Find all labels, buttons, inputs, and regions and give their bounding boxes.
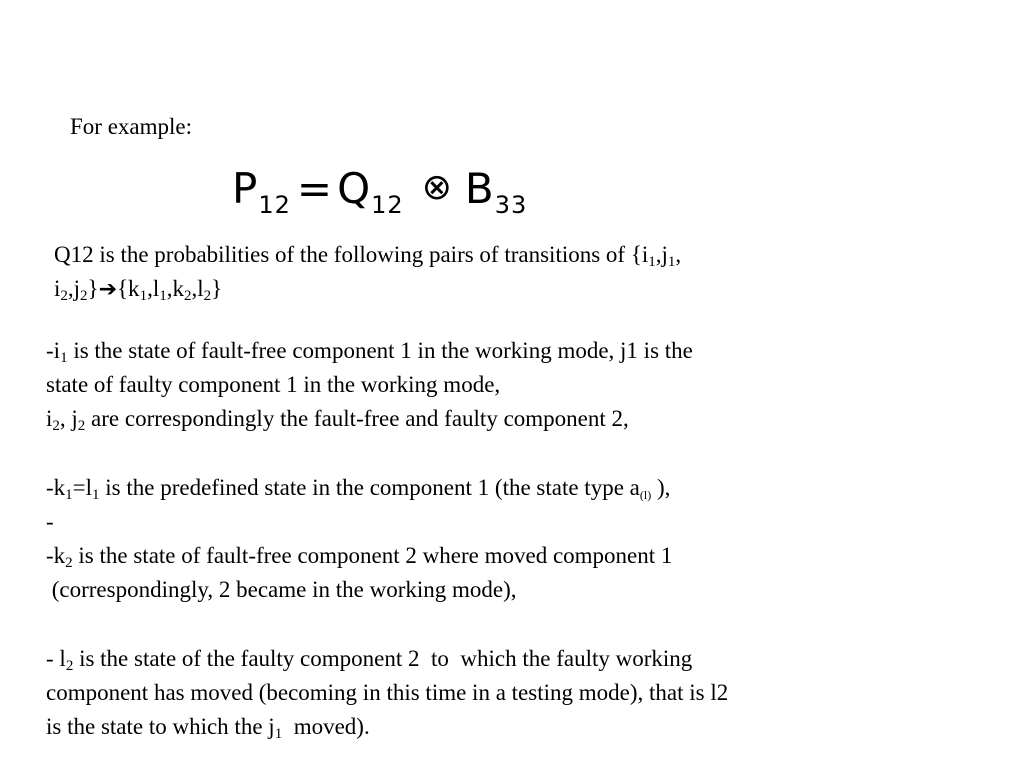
subscript: 1 — [159, 288, 167, 304]
body-line-6 — [46, 539, 672, 573]
body-line-7: (correspondingly, 2 became in the working mode), — [46, 577, 517, 602]
subscript: 1 — [667, 254, 676, 270]
q-text: Q12 is the probabilities of the following pairs of transitions of {i — [54, 242, 649, 267]
formula-b-sub: 33 — [494, 191, 528, 219]
q-text: ,l — [191, 276, 204, 301]
body-text: , j — [59, 406, 78, 431]
q-text: ,l — [147, 276, 160, 301]
formula-equals: = — [296, 164, 334, 213]
formula-b: B — [464, 164, 495, 213]
subscript: 1 — [648, 254, 656, 270]
subscript: 2 — [52, 418, 60, 434]
body-line-2: state of faulty component 1 in the working mode, — [46, 372, 501, 397]
subscript: 2 — [80, 288, 88, 304]
subscript: 2 — [60, 288, 68, 304]
q-text: ,j — [67, 276, 81, 301]
body-text: is the state of fault-free component 2 where moved component 1 — [72, 543, 673, 568]
q-text: ,k — [166, 276, 184, 301]
formula-p: P — [232, 164, 259, 213]
formula-p-sub: 12 — [258, 191, 291, 219]
subscript: 2 — [183, 288, 192, 304]
q-text: } — [211, 276, 223, 301]
q-text: } — [87, 276, 99, 301]
formula — [232, 162, 528, 219]
body-line-5: - — [46, 509, 54, 534]
subscript: 1 — [274, 726, 283, 742]
subscript: 2 — [65, 658, 74, 674]
body-text: is the state to which the j — [46, 714, 275, 739]
body-text: =l — [72, 475, 93, 500]
q-text: , — [675, 242, 682, 267]
body-line-4 — [46, 471, 670, 505]
q-text: {k — [117, 276, 140, 301]
q-text: i — [54, 276, 61, 301]
body-text: i — [46, 406, 53, 431]
body-text: -k — [46, 543, 66, 568]
body-text: is the state of the faulty component 2 to which the faulty working — [73, 646, 693, 671]
subscript: 1 — [65, 487, 73, 503]
formula-q: Q — [337, 164, 372, 213]
subscript: 1 — [60, 350, 68, 366]
subscript: 1 — [139, 288, 148, 304]
body-text: moved). — [282, 714, 370, 739]
arrow-right-icon: ➔ — [98, 277, 118, 302]
body-text: - l — [46, 646, 66, 671]
body-line-8 — [46, 642, 692, 676]
body-text: ), — [651, 475, 671, 500]
body-text: -i — [46, 338, 61, 363]
subscript: 2 — [77, 418, 86, 434]
subscript: 2 — [65, 555, 73, 571]
subscript: 1 — [92, 487, 100, 503]
body-text: -k — [46, 475, 66, 500]
q-description-line-1 — [54, 238, 681, 272]
body-text: is the predefined state in the component 1 (the state type a — [99, 475, 640, 500]
body-text: are correspondingly the fault-free and faulty component 2, — [85, 406, 629, 431]
formula-q-sub: 12 — [371, 191, 404, 219]
body-line-10 — [46, 710, 370, 744]
subscript: (l) — [639, 488, 652, 502]
tensor-product-icon: ⊗ — [421, 167, 453, 208]
subscript: 2 — [203, 288, 212, 304]
body-line-3 — [46, 402, 629, 436]
intro-text: For example: — [70, 114, 192, 139]
q-text: ,j — [655, 242, 668, 267]
body-text: is the state of fault-free component 1 in the working mode, j1 is the — [67, 338, 693, 363]
body-line-1 — [46, 334, 693, 368]
body-line-9: component has moved (becoming in this time in a testing mode), that is l2 — [46, 680, 729, 705]
q-description-line-2 — [54, 272, 222, 307]
